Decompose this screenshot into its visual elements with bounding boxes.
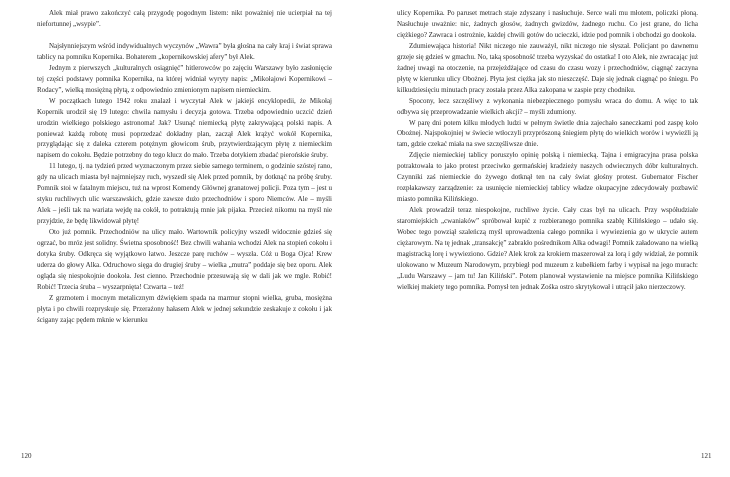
paragraph: Oto już pomnik. Przechodniów na ulicy mało. Wartownik policyjny wszedł widocznie gdzieś się ogrzać, bo mróz jest solidny. Świetna sposobność! Bez chwili wahania wchodzi Alek na stopień cokołu i dotyka śruby. Odkręca się wyjątkowo łatwo. Jeszcze parę ruchów – wyszła. Cóż u Boga Ojca! Krew uderza do głowy Alka. Odruchowo sięga do drugiej śruby – wielka „mutra” poddaje się bez oporu. Alek ogląda się niespokojnie dookoła. Jest cienno. Przechodnie przesuwają się w dali jak we mgle. Robić! Robić! Trzecia śruba – wyszarpnięta! Czwarta – też!	[37, 228, 332, 291]
paragraph: Z grzmotem i mocnym metalicznym dźwiękiem spada na marmur stopni wielka, gruba, mosiężna płyta i po chwili rozpryskuje się. Przerażony hałasem Alek w jednej sekundzie zeskakuje z cokołu i jak ścigany zając pędem mknie w kierunku	[37, 293, 332, 324]
paragraph: Zdumiewająca historia! Nikt niczego nie zauważył, nikt niczego nie słyszał. Policjant po dawnemu grzeje się gdzieś w gmachu. No, taką sposobność trzeba wyzyskać do ostatka! I oto Alek, nie zwracając już żadnej uwagi na otoczenie, na przejeżdżające od czasu do czasu wozy i przechodniów, ciągnąć zaczyna płytę w kierunku ulicy Obożnej. Płyta jest ciężka jak sto nieszczęść. Daje się jednak ciągnąć po śniegu. Po kilkudziesięciu minutach pracy została przez Alka zakopana w zaspie przy chodniku.	[397, 41, 698, 94]
paragraph: W początkach lutego 1942 roku znalazł i wyczytał Alek w jakiejś encyklopedii, że Mikołaj Kopernik urodził się 19 lutego: chwila namysłu i decyzja gotowa. Trzeba odpowiednio uczcić dzień urodzin wielkiego polskiego astronoma! Jak? Usunąć niemiecką płytę zakrywającą polski napis. A ponieważ każdą robotę musi poprzedzać dokładny plan, zaczął Alek krążyć wokół Kopernika, przyglądając się z daleka czterem potężnym głowicom śrub, przytwierdzającym płytę z niemieckim napisem do cokołu. Będzie potrzebny do tego klucz do mało. Trzeba dotykiem zbadać pierońskie śruby.	[37, 96, 332, 160]
paragraph: Alek prowadził teraz niespokojne, ruchliwe życie. Cały czas był na ulicach. Przy współudziale staromiejskich „cwaniaków” spróbował kupić z rozbieranego pomnika szablę Kilińskiego – udało się. Wobec tego powziął szaleńczą myśl uprowadzenia całego pomnika i wywiezienia go w ukrycie autem ciężarowym. Na tę jednak „transakcję” zabrakło pośrednikom Alka odwagi! Pomnik załadowano na wielką magistracką lorę i wywieziono. Gdzie? Alek krok za krokiem maszerował za lorą i gdy widział, że pomnik ulokowano w Muzeum Narodowym, przybiegł pod muzeum z kubełkiem farby i wypisał na jego murach: „Ludu Warszawy – jam tu! Jan Kiliński”. Potem planował wystawienie na miejsce pomnika Kilińskiego wielkiej makiety tego pomnika. Pomysł ten jednak Zośka ostro skrytykował i utrącił jako nierzeczowy.	[397, 206, 698, 291]
page-number: 121	[701, 452, 712, 460]
paragraph: W parę dni potem kilku młodych ludzi w pełnym świetle dnia zajechało saneczkami pod zaspę koło Obożnej. Najspokojniej w świecie wtłoczyli przyprószoną śniegiem płytę do wielkich worów i wywieźli ją tam, gdzie czekać miała na swe szczęśliwsze dnie.	[397, 118, 698, 149]
page-number: 120	[21, 452, 32, 460]
paragraph: Alek miał prawo zakończyć całą przygodę pogodnym listem: nikt poważniej nie ucierpiał na tej niefortunnej „wsypie”.	[37, 9, 332, 28]
paragraph: Zdjęcie niemieckiej tablicy poruszyło opinię polską i niemiecką. Tajna i emigracyjna prasa polska potraktowała to jako protest przeciwko germańskiej kradzieży naszych odwiecznych dóbr kulturalnych. Czynniki zaś niemieckie do żywego dotknął ten na cały świat głośny protest. Gubernator Fischer rozpłakawszy zarządzenie: za usunięcie niemieckiej tablicy władze okupacyjne zdecydowały pozbawić miasto pomnika Kilińskiego.	[397, 151, 698, 204]
paragraph: 11 lutego, tj. na tydzień przed wyznaczonym przez siebie samego terminem, o godzinie szóstej rano, gdy na ulicach miasta był najmniejszy ruch, wyszedł się Alek przed pomnik, by dotknąć na próbę śruby. Pomnik stoi w fatalnym miejscu, tuż na wprost Komendy Głównej granatowej policji. Poza tym – jest u styku ruchliwych ulic warszawskich, gdzie zawsze dużo przechodniów i sporo Niemców. Ale – myśli Alek – jeśli tak na wariata wejdę na cokół, to potraktują mnie jak pijaka. Przecież nikomu na myśl nie przyjdzie, że będę likwidował płytę!	[37, 162, 332, 226]
right-page	[365, 0, 730, 477]
right-page-text	[397, 8, 698, 293]
paragraph: Jednym z pierwszych „kulturalnych osiągnięć” hitlerowców po zajęciu Warszawy było zasłonięcie tej części podstawy pomnika Kopernika, na której widniał wyryty napis: „Mikołajowi Kopernikowi – Rodacy”, wielką mosiężną płytą, z odpowiednio zmienionym napisem niemieckim.	[37, 63, 332, 94]
paragraph: Najsłynniejszym wśród indywidualnych wyczynów „Wawra” była głośna na cały kraj i świat sprawa tablicy na pomniku Kopernika. Bohaterem „kopernikowskiej afery” był Alek.	[37, 41, 332, 61]
paragraph: ulicy Kopernika. Po paruset metrach staje zdyszany i nasłuchuje. Serce wali mu młotem, policzki płoną. Nasłuchuje uważnie: nic, żadnych głosów, żadnych gwizdów, żadnego ruchu. Co jest grane, do licha ciężkiego? Zawraca i ostrożnie, każdej chwili gotów do ucieczki, idzie pod pomnik i obchodzi go dookoła.	[397, 9, 698, 39]
paragraph: Spocony, lecz szczęśliwy z wykonania niebezpiecznego pomysłu wraca do domu. A więc to tak odbywa się przeprowadzanie wielkich akcji? – myśli zdumiony.	[397, 96, 698, 116]
left-page-text	[37, 8, 332, 326]
